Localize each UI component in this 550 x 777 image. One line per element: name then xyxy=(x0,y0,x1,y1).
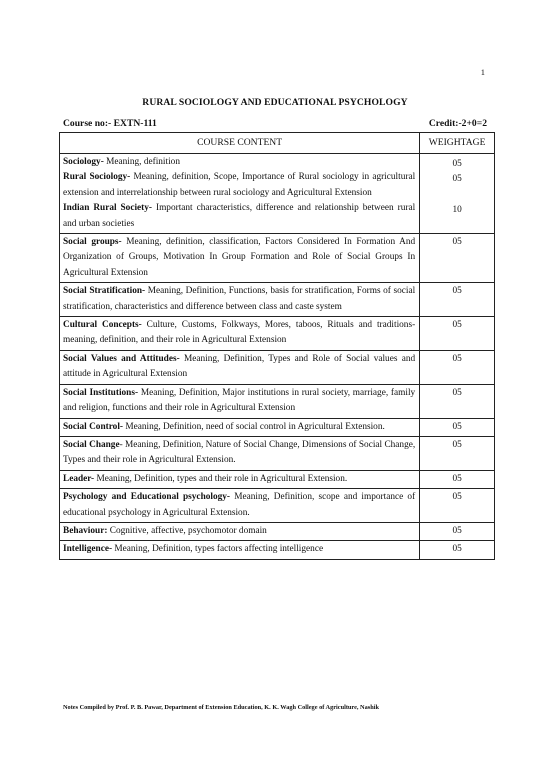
topic-cell xyxy=(60,283,420,317)
table-row xyxy=(60,470,495,488)
weightage-value: 05 xyxy=(452,544,462,555)
weightage-cell xyxy=(420,234,495,283)
topic-cell xyxy=(60,350,420,384)
document-title: RURAL SOCIOLOGY AND EDUCATIONAL PSYCHOLOGY xyxy=(142,97,408,108)
topic-title: Social groups- xyxy=(63,237,122,248)
topic-entry xyxy=(63,472,415,487)
table-row xyxy=(60,350,495,384)
topic-entry xyxy=(63,235,415,281)
weightage-value: 05 xyxy=(452,158,462,169)
weightage-value: 05 xyxy=(452,473,462,484)
topic-entry xyxy=(63,420,415,435)
weightage-cell xyxy=(420,283,495,317)
topic-cell xyxy=(60,234,420,283)
table-row xyxy=(60,418,495,436)
topic-cell xyxy=(60,384,420,418)
topic-cell xyxy=(60,522,420,540)
table-row xyxy=(60,436,495,470)
topic-description: Meaning, Definition, types factors affecting intelligence xyxy=(112,544,324,555)
weightage-value: 05 xyxy=(452,492,462,503)
topic-description: Meaning, Definition, need of social control in Agricultural Extension. xyxy=(123,421,385,432)
topic-entry xyxy=(63,352,415,383)
topic-title: Leader- xyxy=(63,473,95,484)
table-row xyxy=(60,489,495,523)
weightage-value: 05 xyxy=(452,237,462,248)
topic-entry xyxy=(63,201,415,232)
topic-description: Cognitive, affective, psychomotor domain xyxy=(107,525,267,536)
course-content-table xyxy=(59,132,495,560)
topic-entry xyxy=(63,438,415,469)
page-number: 1 xyxy=(480,67,485,77)
table-body xyxy=(60,154,495,560)
header-weightage: WEIGHTAGE xyxy=(420,133,495,154)
table-row xyxy=(60,283,495,317)
weightage-cell xyxy=(420,350,495,384)
course-credit: Credit:-2+0=2 xyxy=(428,118,487,129)
topic-cell xyxy=(60,154,420,234)
topic-title: Behaviour: xyxy=(63,525,108,536)
weightage-value: 05 xyxy=(452,286,462,297)
weightage-cell xyxy=(420,436,495,470)
topic-title: Indian Rural Society- xyxy=(63,203,153,214)
topic-title: Social Control- xyxy=(63,421,123,432)
topic-entry xyxy=(63,490,415,521)
topic-title: Social Change xyxy=(63,439,120,450)
topic-title: Sociology- xyxy=(63,157,104,167)
weightage-value: 05 xyxy=(452,525,462,536)
topic-title: Social Stratification- xyxy=(63,286,146,297)
topic-description: - Meaning, Definition, Nature of Social Change, Dimensions of Social Change, Types and their role in Agricultural Extension. xyxy=(63,439,416,466)
table-row xyxy=(60,234,495,283)
topic-cell xyxy=(60,541,420,559)
topic-cell xyxy=(60,418,420,436)
weightage-value: 10 xyxy=(452,204,462,215)
table-header-row xyxy=(60,133,495,154)
topic-description: Culture, Customs, Folkways, Mores, taboos, Rituals and traditions- meaning, definition, and their role in Agricultural Extension xyxy=(63,320,416,346)
topic-entry xyxy=(63,155,415,170)
weightage-value: 05 xyxy=(452,439,462,450)
weightage-cell xyxy=(420,522,495,540)
topic-description: Meaning, Definition, Functions, basis for stratification, Forms of social stratification, characteristics and difference between class and caste system xyxy=(63,286,416,312)
table-row xyxy=(60,522,495,540)
topic-title: Psychology and Educational psychology- xyxy=(63,492,231,503)
topic-title: Social Institutions- xyxy=(63,387,139,398)
topic-entry xyxy=(63,170,415,201)
topic-description: Meaning, Definition, types and their role in Agricultural Extension. xyxy=(94,473,348,484)
topic-description: Meaning, definition, Scope, Importance of Rural sociology in agricultural extension and interrelationship between rural sociology and Agricultural Extension xyxy=(63,172,416,198)
weightage-value: 05 xyxy=(452,387,462,398)
weightage-value: 05 xyxy=(452,173,462,184)
topic-description: Important characteristics, difference and relationship between rural and urban societies xyxy=(63,203,416,229)
table-row xyxy=(60,541,495,559)
table-row xyxy=(60,154,495,234)
topic-cell xyxy=(60,317,420,351)
course-number: Course no:- EXTN-111 xyxy=(63,118,157,129)
topic-description: Meaning, definition, classification, Factors Considered In Formation And Organization of Groups, Motivation In Group Formation and Role of Social Groups In Agricultural Extension xyxy=(63,237,416,278)
topic-cell xyxy=(60,489,420,523)
weightage-value: 05 xyxy=(452,421,462,432)
table-row xyxy=(60,317,495,351)
topic-description: Meaning, definition xyxy=(103,157,180,167)
weightage-cell xyxy=(420,489,495,523)
topic-description: Meaning, Definition, scope and importance of educational psychology in Agricultural Extension. xyxy=(63,492,416,518)
topic-title: Cultural Concepts- xyxy=(63,320,142,331)
topic-title: Intelligence- xyxy=(63,544,113,555)
weightage-cell xyxy=(420,384,495,418)
weightage-cell xyxy=(420,470,495,488)
header-course-content: COURSE CONTENT xyxy=(60,133,420,154)
weightage-cell xyxy=(420,154,495,234)
topic-entry xyxy=(63,318,415,349)
topic-description: Meaning, Definition, Major institutions in rural society, marriage, family and religion, functions and their role in Agricultural Extension xyxy=(63,387,416,414)
weightage-cell xyxy=(420,541,495,559)
footer-note: Notes Compiled by Prof. P. B. Pawar, Department of Extension Education, K. K. Wagh College of Agriculture, Nashik xyxy=(63,704,379,711)
topic-title: Rural Sociology- xyxy=(63,172,131,183)
topic-cell xyxy=(60,470,420,488)
topic-entry xyxy=(63,524,415,539)
weightage-cell xyxy=(420,418,495,436)
topic-description: Meaning, Definition, Types and Role of Social values and attitude in Agricultural Extension xyxy=(63,353,416,380)
topic-title: Social Values and Attitudes- xyxy=(63,353,180,364)
weightage-value: 05 xyxy=(452,353,462,364)
topic-entry xyxy=(63,386,415,417)
topic-cell xyxy=(60,436,420,470)
table-row xyxy=(60,384,495,418)
weightage-cell xyxy=(420,317,495,351)
weightage-value: 05 xyxy=(452,320,462,331)
topic-entry xyxy=(63,284,415,315)
topic-entry xyxy=(63,542,415,557)
